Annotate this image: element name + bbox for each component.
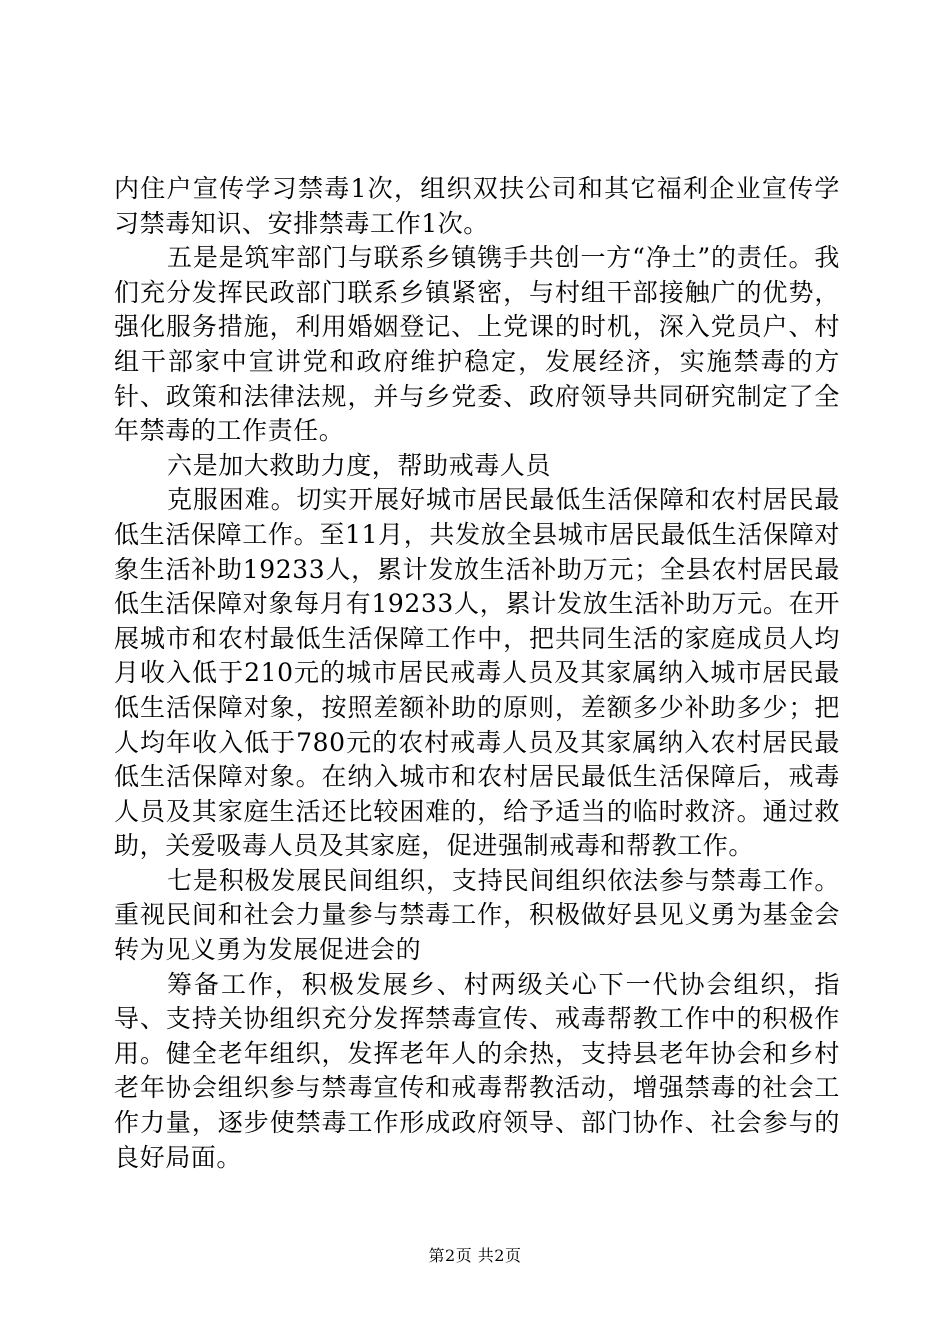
paragraph-continued: 内住户宣传学习禁毒1次，组织双扶公司和其它福利企业宣传学习禁毒知识、安排禁毒工作1次。: [114, 174, 840, 238]
paragraph-item-six-body: 克服困难。切实开展好城市居民最低生活保障和农村居民最低生活保障工作。至11月，共发放全县城市居民最低生活保障对象生活补助19233人，累计发放生活补助万元；全县农村居民最低生活保障对象每月有19233人，累计发放生活补助万元。在开展城市和农村最低生活保障工作中，把共同生活的家庭成员人均月收入低于210元的城市居民戒毒人员及其家属纳入城市居民最低生活保障对象，按照差额补助的原则，差额多少补助多少；把人均年收入低于780元的农村戒毒人员及其家属纳入农村居民最低生活保障对象。在纳入城市和农村居民最低生活保障后，戒毒人员及其家庭生活还比较困难的，给予适当的临时救济。通过救助，关爱吸毒人员及其家庭，促进强制戒毒和帮教工作。: [114, 485, 840, 861]
page-number-footer: 第2页 共2页: [428, 1246, 522, 1265]
paragraph-item-five: 五是是筑牢部门与联系乡镇镌手共创一方“净土”的责任。我们充分发挥民政部门联系乡镇紧密，与村组干部接触广的优势，强化服务措施，利用婚姻登记、上党课的时机，深入党员户、村组干部家中宣讲党和政府维护稳定，发展经济，实施禁毒的方针、政策和法律法规，并与乡党委、政府领导共同研究制定了全年禁毒的工作责任。: [114, 243, 840, 446]
document-body: [114, 172, 840, 1175]
paragraph-item-seven-body: 筹备工作，积极发展乡、村两级关心下一代协会组织，指导、支持关协组织充分发挥禁毒宣传、戒毒帮教工作中的积极作用。健全老年组织，发挥老年人的余热，支持县老年协会和乡村老年协会组织参与禁毒宣传和戒毒帮教活动，增强禁毒的社会工作力量，逐步使禁毒工作形成政府领导、部门协作、社会参与的良好局面。: [114, 969, 840, 1172]
paragraph-item-seven: 七是积极发展民间组织，支持民间组织依法参与禁毒工作。重视民间和社会力量参与禁毒工作，积极做好县见义勇为基金会转为见义勇为发展促进会的: [114, 865, 840, 965]
paragraph-item-six-heading: 六是加大救助力度，帮助戒毒人员: [167, 450, 552, 480]
